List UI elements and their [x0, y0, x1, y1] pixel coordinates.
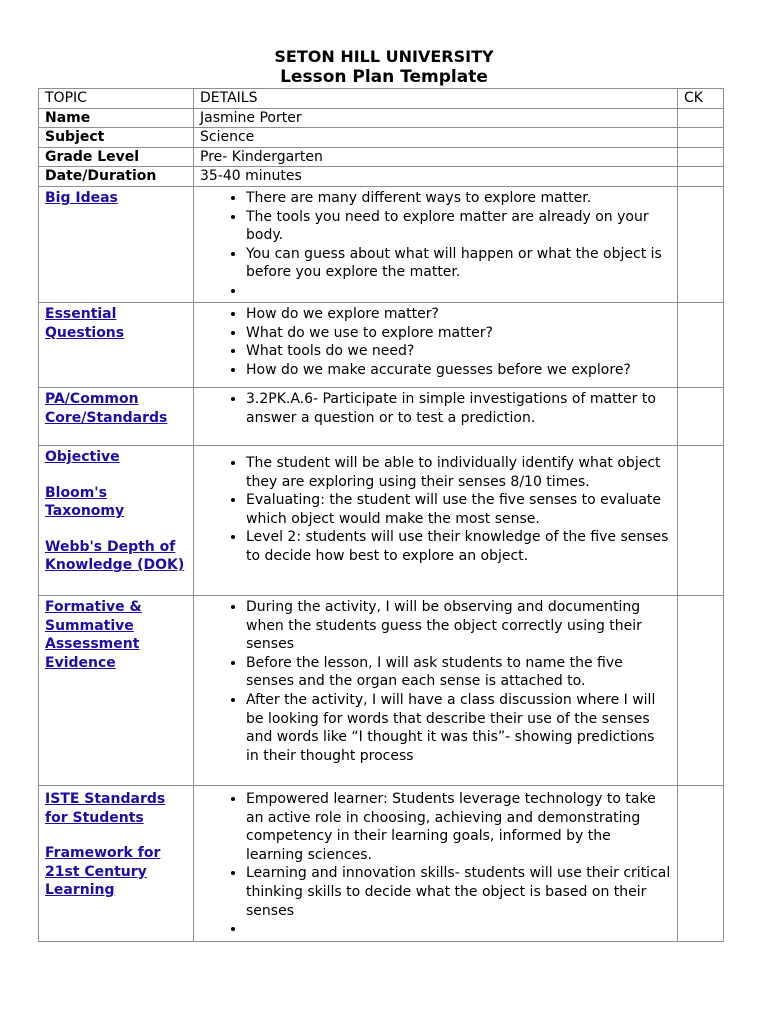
- name-value: Jasmine Porter: [194, 108, 678, 128]
- iste-row: [39, 785, 724, 941]
- list-item: • There are many different ways to explore matter.: [246, 189, 671, 208]
- list-item: • The student will be able to individually identify what object they are exploring using their senses 8/10 times.: [246, 454, 671, 491]
- name-label: Name: [39, 108, 194, 128]
- list-item: • Level 2: students will use their knowledge of the five senses to decide how best to explore an object.: [246, 528, 671, 565]
- template-title: Lesson Plan Template: [280, 67, 488, 87]
- topic-header: TOPIC: [39, 89, 194, 109]
- duration-row: [39, 167, 724, 187]
- lesson-plan-table: [38, 88, 724, 942]
- essential-questions-ck: [678, 302, 724, 387]
- subject-label: Subject: [39, 128, 194, 148]
- duration-label: Date/Duration: [39, 167, 194, 187]
- objective-link[interactable]: Objective: [45, 448, 120, 465]
- webbs-dok-link[interactable]: Webb's Depth of Knowledge (DOK): [45, 538, 185, 574]
- list-item: • Empowered learner: Students leverage technology to take an active role in choosing, achieving and demonstrating competency in their learning goals, informed by the learning sciences.: [246, 790, 671, 864]
- objective-row: [39, 445, 724, 595]
- list-item: • The tools you need to explore matter are already on your body.: [246, 208, 671, 245]
- list-item: • What tools do we need?: [246, 342, 671, 361]
- list-item: • Before the lesson, I will ask students to name the five senses and the organ each sense is attached to.: [246, 654, 671, 691]
- list-item: • How do we explore matter?: [246, 305, 671, 324]
- iste-list: [200, 790, 671, 939]
- ck-header: CK: [678, 89, 724, 109]
- big-ideas-ck: [678, 186, 724, 302]
- iste-standards-link[interactable]: ISTE Standards for Students: [45, 790, 166, 826]
- essential-questions-list: [200, 305, 671, 379]
- objective-ck: [678, 445, 724, 595]
- big-ideas-link[interactable]: Big Ideas: [45, 189, 118, 206]
- list-item: • Evaluating: the student will use the five senses to evaluate which object would make the most sense.: [246, 491, 671, 528]
- list-item: • What do we use to explore matter?: [246, 324, 671, 343]
- grade-ck: [678, 147, 724, 167]
- list-item: • After the activity, I will have a class discussion where I will be looking for words that describe their use of the senses and words like “I thought it was this”- showing predictions in their thought process: [246, 691, 671, 765]
- assessment-ck: [678, 595, 724, 785]
- big-ideas-row: [39, 186, 724, 302]
- list-item: • How do we make accurate guesses before we explore?: [246, 361, 671, 380]
- list-item: • Learning and innovation skills- students will use their critical thinking skills to decide what the object is based on their senses: [246, 864, 671, 920]
- standards-list: [200, 390, 671, 427]
- name-row: [39, 108, 724, 128]
- list-item: • 3.2PK.A.6- Participate in simple investigations of matter to answer a question or to test a prediction.: [246, 390, 671, 427]
- assessment-list: [200, 598, 671, 765]
- big-ideas-list: [200, 189, 671, 301]
- standards-ck: [678, 387, 724, 445]
- subject-value: Science: [194, 128, 678, 148]
- essential-questions-link[interactable]: Essential Questions: [45, 305, 125, 341]
- subject-row: [39, 128, 724, 148]
- list-item: • During the activity, I will be observing and documenting when the students guess the object correctly using their senses: [246, 598, 671, 654]
- university-title: SETON HILL UNIVERSITY: [274, 47, 494, 66]
- grade-row: [39, 147, 724, 167]
- framework-21st-century-link[interactable]: Framework for 21st Century Learning: [45, 845, 161, 899]
- grade-label: Grade Level: [39, 147, 194, 167]
- standards-link[interactable]: PA/Common Core/Standards: [45, 390, 168, 426]
- duration-ck: [678, 167, 724, 187]
- header-row: [39, 89, 724, 109]
- assessment-link[interactable]: Formative & Summative Assessment Evidence: [45, 598, 142, 671]
- list-item: [246, 282, 671, 301]
- objective-list: [200, 454, 671, 566]
- standards-row: [39, 387, 724, 445]
- list-item: • You can guess about what will happen or what the object is before you explore the matter.: [246, 245, 671, 282]
- blooms-taxonomy-link[interactable]: Bloom's Taxonomy: [45, 484, 125, 520]
- duration-value: 35-40 minutes: [194, 167, 678, 187]
- details-header: DETAILS: [194, 89, 678, 109]
- name-ck: [678, 108, 724, 128]
- iste-ck: [678, 785, 724, 941]
- list-item: [246, 920, 671, 939]
- grade-value: Pre- Kindergarten: [194, 147, 678, 167]
- subject-ck: [678, 128, 724, 148]
- essential-questions-row: [39, 302, 724, 387]
- assessment-row: [39, 595, 724, 785]
